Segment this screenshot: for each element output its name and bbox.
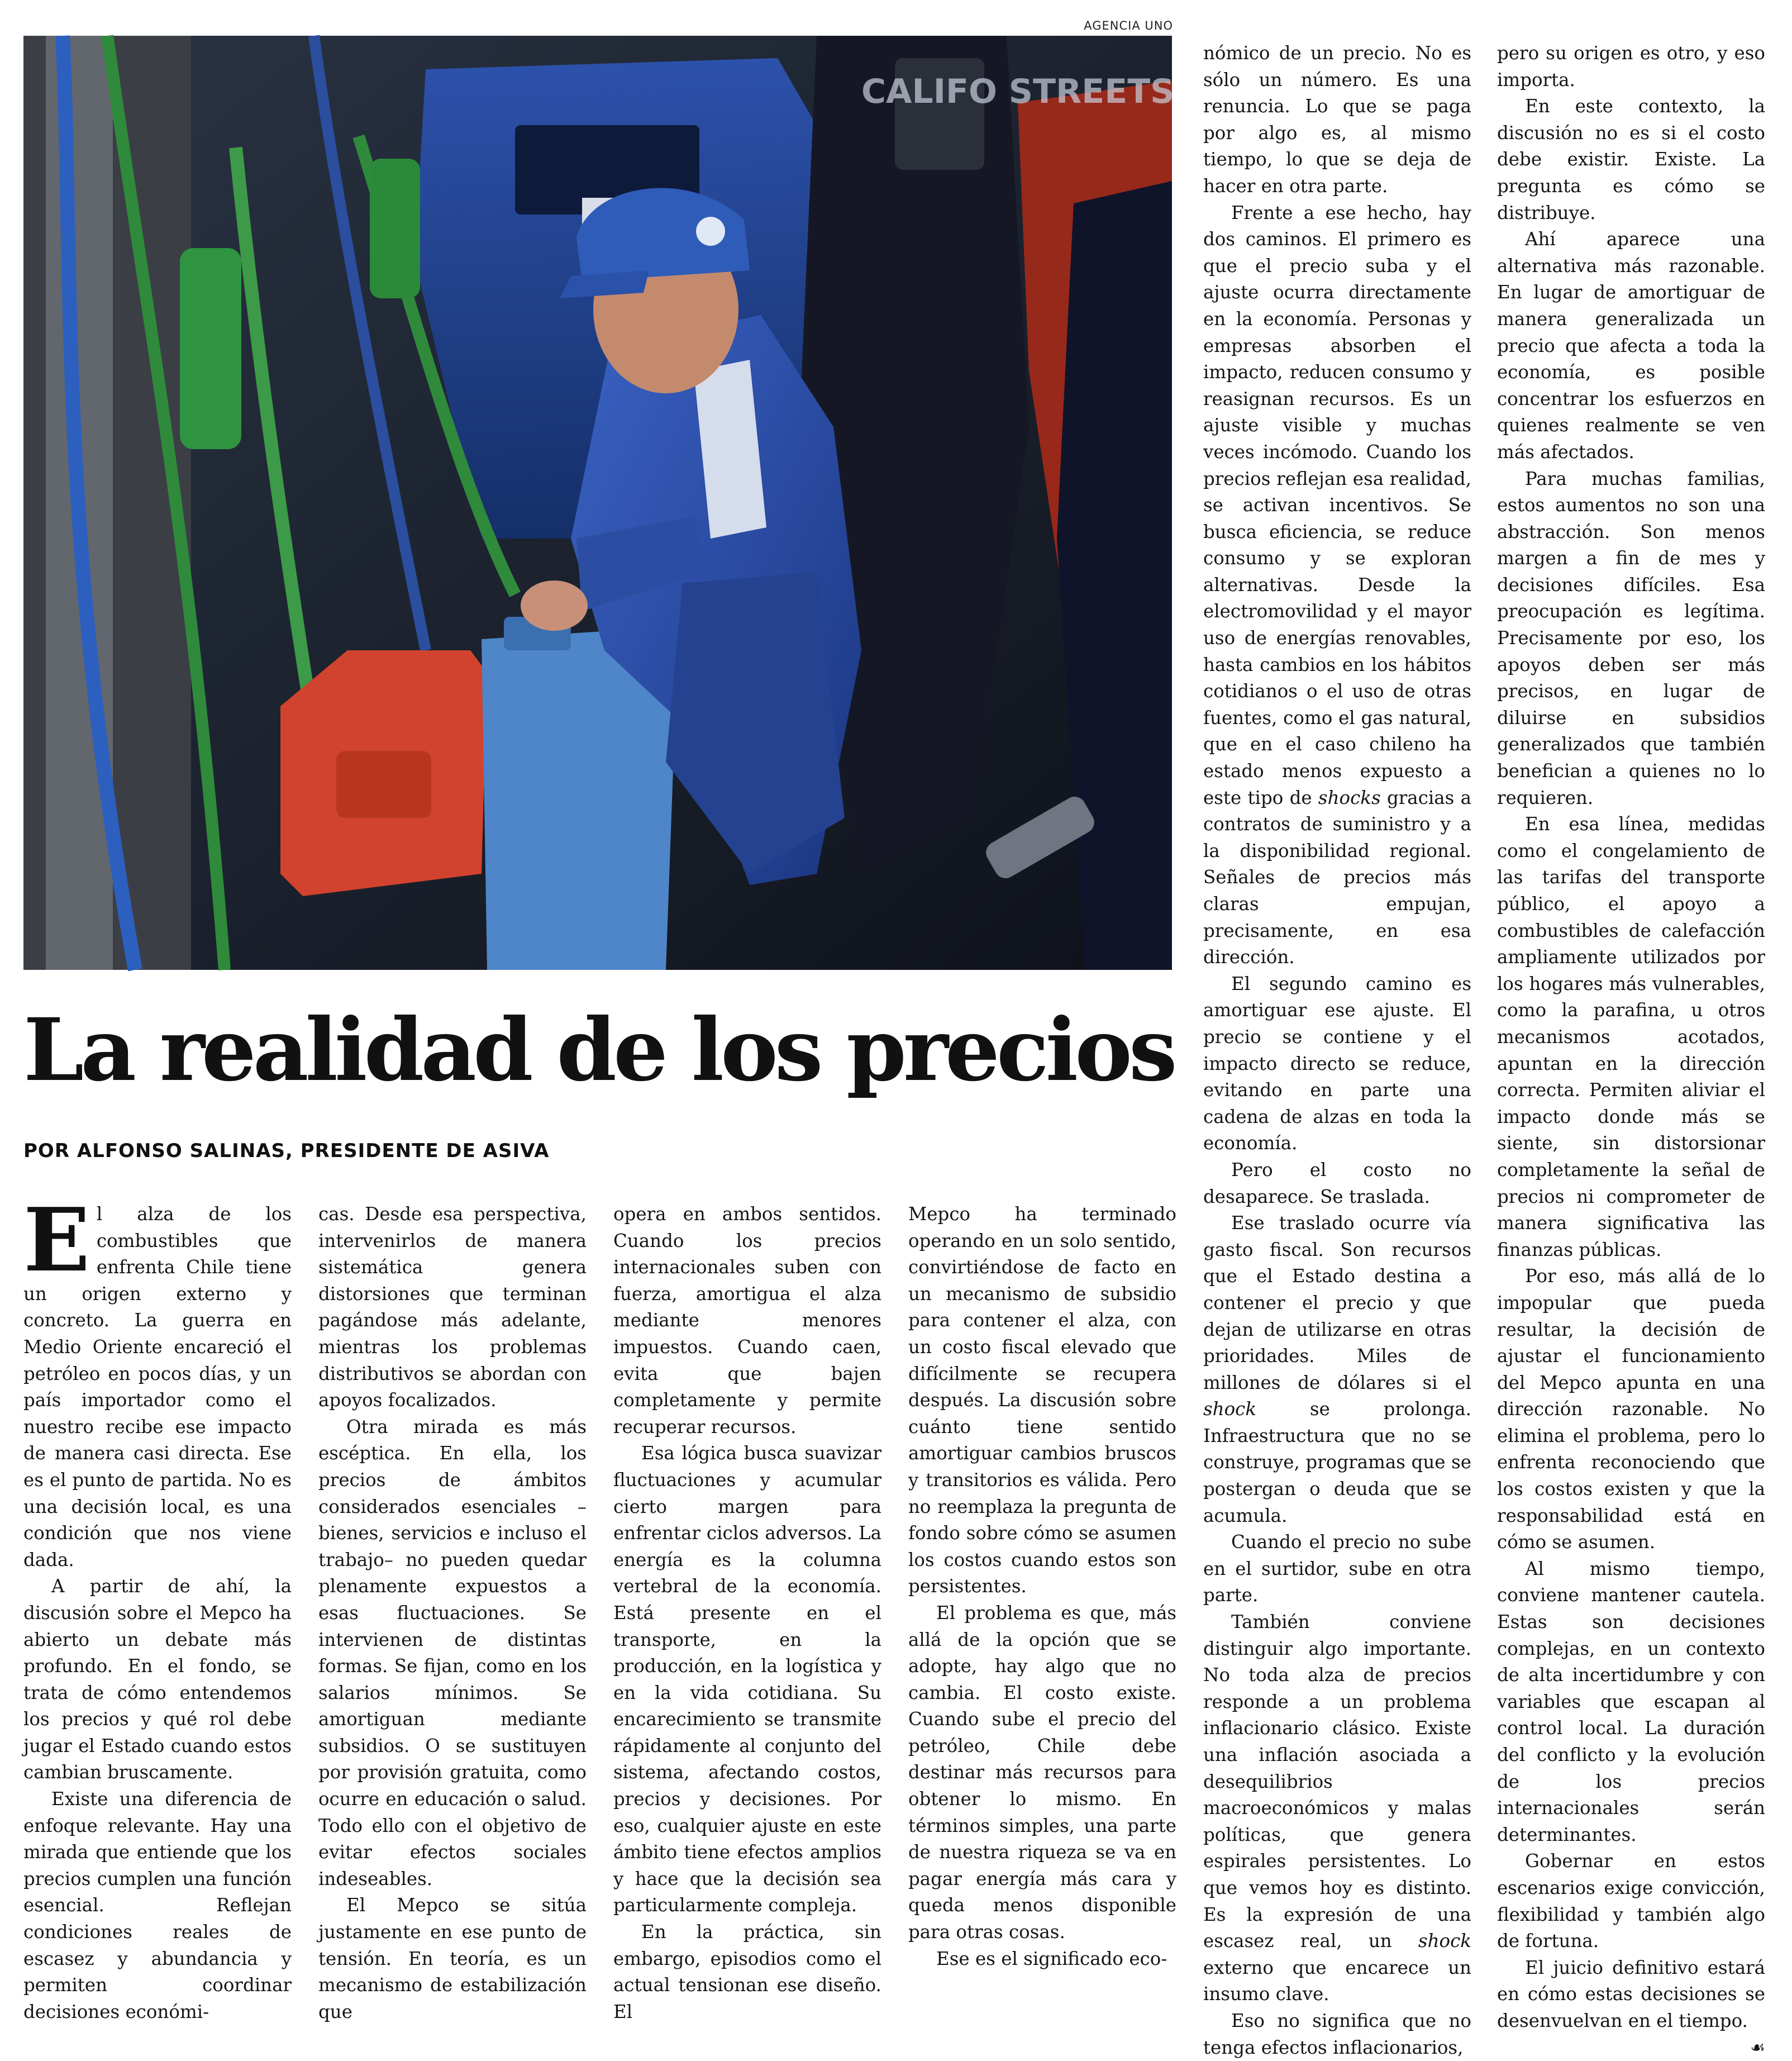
paragraph: Frente a ese hecho, hay dos caminos. El primero es que el precio suba y el ajuste ocurra directamente en la economía. Personas y empresas absorben el impacto, reducen consumo y reasignan recursos. Es un ajuste visible y muchas veces incómodo. Cuando los precios reflejan esa realidad, se activan incentivos. Se busca eficiencia, se reduce consumo y se exploran alternativas. Desde la electromovilidad y el mayor uso de energías renovables, hasta cambios en los hábitos cotidianos o el uso de otras fuentes, como el gas natural, que en el caso chileno ha estado menos expuesto a este tipo de shocks gracias a contratos de suministro y a la disponibilidad regional. Señales de precios más claras empujan, precisamente, en esa dirección.	[1203, 202, 1471, 968]
paragraph	[1497, 1955, 1765, 2058]
paragraph: A partir de ahí, la discusión sobre el Mepco ha abierto un debate más profundo. En el fondo, se trata de cómo entendemos los precios y qué rol debe jugar el Estado cuando estos cambian bruscamente.	[23, 1576, 292, 1783]
paragraph: Para muchas familias, estos aumentos no son una abstracción. Son menos margen a fin de mes y decisiones difíciles. Esa preocupación es legítima. Precisamente por eso, los apoyos deben ser más precisos, en lugar de diluirse en subsidios generalizados que también benefician a quienes no lo requieren.	[1497, 468, 1765, 808]
paragraph: pero su origen es otro, y eso importa.	[1497, 42, 1765, 91]
paragraph: Gobernar en estos escenarios exige convicción, flexibilidad y también algo de fortuna.	[1497, 1850, 1765, 1952]
article-column-6	[1497, 40, 1765, 2058]
paragraph: En este contexto, la discusión no es si el costo debe existir. Existe. La pregunta es cómo se distribuye.	[1497, 96, 1765, 223]
paragraph: Existe una diferencia de enfoque relevante. Hay una mirada que entiende que los precios cumplen una función esencial. Reflejan condiciones reales de escasez y abundancia y permiten coordinar decisiones económi-	[23, 1788, 292, 2022]
photo-credit: AGENCIA UNO	[1084, 19, 1173, 32]
paragraph: Eso no significa que no tenga efectos inflacionarios,	[1203, 2010, 1471, 2058]
end-mark-icon: ☙	[1750, 2038, 1765, 2058]
paragraph: Otra mirada es más escéptica. En ella, los precios de ámbitos considerados esenciales –bienes, servicios e incluso el trabajo– no pueden quedar plenamente expuestos a esas fluctuaciones. Se intervienen de distintas formas. Se fijan, como en los salarios mínimos. Se amortiguan mediante subsidios. O se sustituyen por provisión gratuita, como ocurre en educación o salud. Todo ello con el objetivo de evitar efectos sociales indeseables.	[318, 1416, 587, 1889]
headline: La realidad de los precios	[23, 999, 1174, 1101]
paragraph: Ahí aparece una alternativa más razonable. En lugar de amortiguar de manera generalizada un precio que afecta a toda la economía, es posible concentrar los esfuerzos en quienes realmente se ven más afectados.	[1497, 229, 1765, 463]
shirt-print: CALIFO STREETS	[861, 72, 1175, 111]
paragraph: El Mepco se sitúa justamente en ese punto de tensión. En teoría, es un mecanismo de estabilización que	[318, 1895, 587, 2022]
article-photo	[23, 36, 1175, 970]
paragraph: En esa línea, medidas como el congelamiento de las tarifas del transporte público, el apoyo a combustibles de calefacción ampliamente utilizados por los hogares más vulnerables, como la parafina, u otros mecanismos acotados, apuntan en la dirección correcta. Permiten aliviar el impacto donde más se siente, sin distorsionar completamente la señal de precios ni comprometer de manera significativa las finanzas públicas.	[1497, 813, 1765, 1260]
paragraph: nómico de un precio. No es sólo un número. Es una renuncia. Lo que se paga por algo es, al mismo tiempo, lo que se deja de hacer en otra parte.	[1203, 42, 1471, 197]
paragraph: Cuando el precio no sube en el surtidor, sube en otra parte.	[1203, 1531, 1471, 1606]
drop-cap: E	[23, 1189, 90, 1291]
paragraph: Ese es el significado eco-	[936, 1948, 1167, 1969]
paragraph: Ese traslado ocurre vía gasto fiscal. Son recursos que el Estado destina a contener el precio y que dejan de utilizarse en otras prioridades. Miles de millones de dólares si el shock se prolonga. Infraestructura que no se construye, programas que se postergan o deuda que se acumula.	[1203, 1212, 1471, 1526]
paragraph: l alza de los combustibles que enfrenta Chile tiene un origen externo y concreto. La guerra en Medio Oriente encareció el petróleo en pocos días, y un país importador como el nuestro recibe ese impacto de manera casi directa. Ese es el punto de partida. No es una decisión local, es una condición que nos viene dada.	[23, 1203, 292, 1570]
paragraph: Esa lógica busca suavizar fluctuaciones y acumular cierto margen para enfrentar ciclos adversos. La energía es la columna vertebral de la economía. Está presente en el transporte, en la producción, en la logística y en la vida cotidiana. Su encarecimiento se transmite rápidamente al conjunto del sistema, afectando costos, precios y decisiones. Por eso, cualquier ajuste en este ámbito tiene efectos amplios y hace que la decisión sea particularmente compleja.	[613, 1443, 881, 1916]
paragraph: Al mismo tiempo, conviene mantener cautela. Estas son decisiones complejas, en un contexto de alta incertidumbre y con variables que escapan al control local. La duración del conflicto y la evolución de los precios internacionales serán determinantes.	[1497, 1558, 1765, 1845]
paragraph: También conviene distinguir algo importante. No toda alza de precios responde a un problema inflacionario clásico. Existe una inflación asociada a desequilibrios macroeconómicos y malas políticas, que genera espirales persistentes. Lo que vemos hoy es distinto. Es la expresión de una escasez real, un shock externo que encarece un insumo clave.	[1203, 1611, 1471, 2005]
article-column-5	[1203, 40, 1471, 2058]
article-column-4	[908, 1201, 1176, 1967]
paragraph: cas. Desde esa perspectiva, intervenirlos de manera sistemática genera distorsiones que terminan pagándose más adelante, mientras los problemas distributivos se abordan con apoyos focalizados.	[318, 1203, 587, 1411]
paragraph: El problema es que, más allá de la opción que se adopte, hay algo que no cambia. El costo existe. Cuando sube el precio del petróleo, Chile debe destinar más recursos para obtener lo mismo. En términos simples, una parte de nuestra riqueza se va en pagar energía más cara y queda menos disponible para otras cosas.	[908, 1602, 1176, 1943]
byline: POR ALFONSO SALINAS, PRESIDENTE DE ASIVA	[23, 1140, 550, 1162]
article-column-3	[613, 1201, 881, 2022]
paragraph: Mepco ha terminado operando en un solo sentido, convirtiéndose de facto en un mecanismo de subsidio para contener el alza, con un costo fiscal elevado que difícilmente se recupera después. La discusión sobre cuánto tiene sentido amortiguar cambios bruscos y transitorios es válida. Pero no reemplaza la pregunta de fondo sobre cómo se asumen los costos cuando estos son persistentes.	[908, 1203, 1176, 1597]
paragraph: Por eso, más allá de lo impopular que pueda resultar, la decisión de ajustar el funcionamiento del Mepco apunta en una dirección razonable. No elimina el problema, pero lo enfrenta reconociendo que los costos existen y que la responsabilidad está en cómo se asumen.	[1497, 1265, 1765, 1553]
paragraph: En la práctica, sin embargo, episodios como el actual tensionan ese diseño. El	[613, 1921, 881, 2022]
paragraph: Pero el costo no desaparece. Se traslada.	[1203, 1159, 1471, 1207]
paragraph: El segundo camino es amortiguar ese ajuste. El precio se contiene y el impacto directo se reduce, evitando en parte una cadena de alzas en toda la economía.	[1203, 973, 1471, 1154]
paragraph: opera en ambos sentidos. Cuando los precios internacionales suben con fuerza, amortigua el alza mediante menores impuestos. Cuando caen, evita que bajen completamente y permite recuperar recursos.	[613, 1203, 881, 1438]
article-column-2	[318, 1201, 587, 2022]
paragraph-text: El juicio definitivo estará en cómo estas decisiones se desenvuelvan en el tiempo.	[1497, 1957, 1765, 2031]
article-column-1	[23, 1189, 292, 2022]
